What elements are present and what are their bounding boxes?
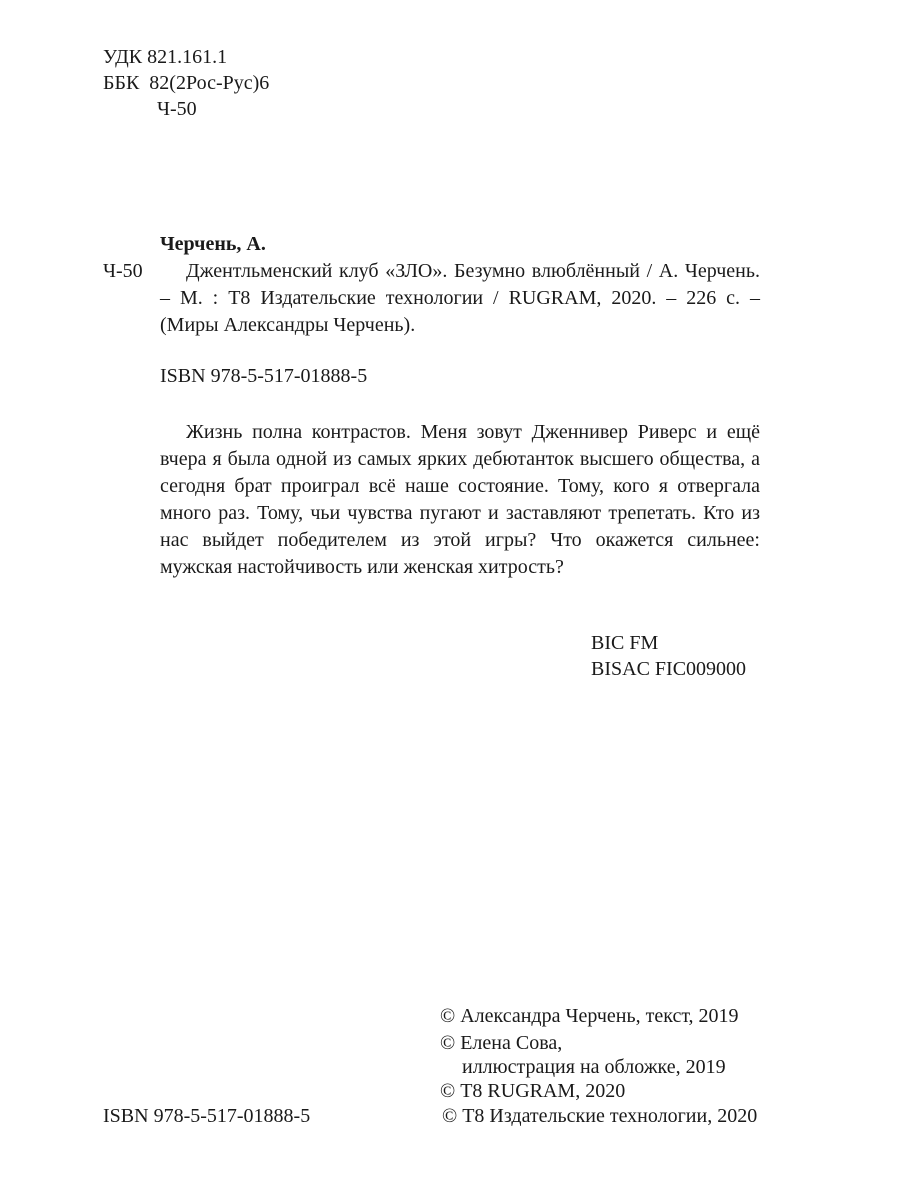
bisac-code: BISAC FIC009000: [591, 658, 747, 680]
copyright-rugram: © Т8 RUGRAM, 2020: [440, 1080, 626, 1102]
udk-code: УДК 821.161.1: [103, 46, 228, 68]
author-name: Черчень, А.: [160, 233, 266, 255]
bibliographic-description: Джентльменский клуб «ЗЛО». Безумно влюблённый / А. Черчень. – М. : Т8 Издательские технологии / RUGRAM, 2020. – 226 с. – (Миры Александры Черчень).: [160, 260, 760, 336]
copyright-illustrator: © Елена Сова,: [440, 1032, 563, 1054]
bic-code: BIC FM: [591, 632, 659, 654]
copyright-author: © Александра Черчень, текст, 2019: [440, 1005, 739, 1027]
record-author-mark: Ч-50: [103, 260, 143, 282]
annotation: Жизнь полна контрастов. Меня зовут Дженнивер Риверс и ещё вчера я была одной из самых ярких дебютанток высшего общества, а сегодня брат проиграл всё наше состояние. Тому, кого я отвергала много раз. Тому, чьи чувства пугают и заставляют трепетать. Кто из нас выйдет победителем из этой игры? Что окажется сильнее: мужская настойчивость или женская хитрость?: [160, 421, 760, 578]
author-mark: Ч-50: [157, 98, 197, 120]
bbk-code: ББК 82(2Рос-Рус)6: [103, 72, 270, 94]
copyright-illustrator-note: иллюстрация на обложке, 2019: [462, 1056, 726, 1078]
footer-isbn: ISBN 978-5-517-01888-5: [103, 1105, 311, 1127]
isbn: ISBN 978-5-517-01888-5: [160, 365, 368, 387]
copyright-publisher: © Т8 Издательские технологии, 2020: [442, 1105, 758, 1127]
